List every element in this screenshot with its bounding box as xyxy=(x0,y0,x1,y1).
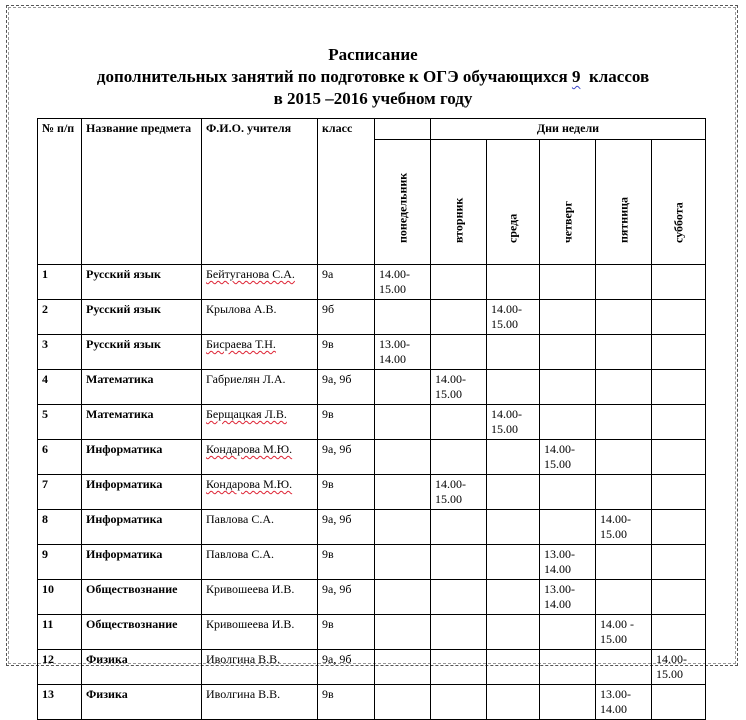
row-subject: Русский язык xyxy=(82,265,202,300)
day-cell xyxy=(596,580,652,615)
row-num: 4 xyxy=(38,370,82,405)
day-cell xyxy=(431,545,487,580)
row-subject: Обществознание xyxy=(82,615,202,650)
row-num: 9 xyxy=(38,545,82,580)
row-teacher xyxy=(202,335,318,370)
row-subject: Математика xyxy=(82,370,202,405)
day-cell xyxy=(487,545,540,580)
day-cell xyxy=(431,440,487,475)
day-cell xyxy=(431,650,487,685)
subtitle-grade: 9 xyxy=(571,67,581,86)
day-cell xyxy=(540,510,596,545)
day-cell xyxy=(431,265,487,300)
day-cell xyxy=(375,685,431,720)
time-start: 14.00- xyxy=(544,442,575,456)
day-cell xyxy=(652,475,706,510)
table-row xyxy=(38,265,706,300)
row-teacher: Иволгина В.В. xyxy=(202,685,318,720)
day-cell xyxy=(540,545,596,580)
day-cell xyxy=(596,440,652,475)
row-num: 8 xyxy=(38,510,82,545)
table-row xyxy=(38,475,706,510)
doc-subtitle xyxy=(0,66,746,87)
row-class: 9а, 9б xyxy=(318,370,375,405)
day-label: пятница xyxy=(616,196,630,243)
header-day-saturday xyxy=(652,140,706,265)
row-class: 9в xyxy=(318,685,375,720)
row-teacher: Павлова С.А. xyxy=(202,545,318,580)
table-row xyxy=(38,545,706,580)
subtitle-prefix: дополнительных занятий по подготовке к ОГЭ обучающихся xyxy=(96,67,568,86)
row-teacher: Габриелян Л.А. xyxy=(202,370,318,405)
row-subject: Информатика xyxy=(82,440,202,475)
day-cell xyxy=(540,440,596,475)
time-end: 15.00 xyxy=(600,632,627,646)
day-cell xyxy=(375,335,431,370)
table-row xyxy=(38,615,706,650)
row-class: 9б xyxy=(318,300,375,335)
row-num: 1 xyxy=(38,265,82,300)
day-cell xyxy=(431,335,487,370)
time-end: 15.00 xyxy=(544,457,571,471)
row-num: 5 xyxy=(38,405,82,440)
time-end: 15.00 xyxy=(379,282,406,296)
row-class: 9в xyxy=(318,405,375,440)
row-class: 9в xyxy=(318,475,375,510)
row-class: 9а xyxy=(318,265,375,300)
header-row-top xyxy=(38,119,706,140)
row-num: 11 xyxy=(38,615,82,650)
time-start: 14.00- xyxy=(435,372,466,386)
table-row xyxy=(38,685,706,720)
time-end: 15.00 xyxy=(491,422,518,436)
header-days-group: Дни недели xyxy=(431,119,706,140)
time-start: 13.00- xyxy=(600,687,631,701)
row-num: 2 xyxy=(38,300,82,335)
time-start: 13.00- xyxy=(544,547,575,561)
day-cell xyxy=(375,510,431,545)
table-row xyxy=(38,370,706,405)
header-day-friday xyxy=(596,140,652,265)
time-start: 13.00- xyxy=(544,582,575,596)
table-row xyxy=(38,510,706,545)
row-class: 9а, 9б xyxy=(318,510,375,545)
day-cell xyxy=(375,370,431,405)
row-subject: Русский язык xyxy=(82,300,202,335)
header-subject: Название предмета xyxy=(82,119,202,265)
day-cell xyxy=(431,580,487,615)
time-end: 14.00 xyxy=(379,352,406,366)
header-day-tuesday xyxy=(431,140,487,265)
time-end: 15.00 xyxy=(600,527,627,541)
table-row xyxy=(38,300,706,335)
row-class: 9а, 9б xyxy=(318,440,375,475)
day-cell xyxy=(375,440,431,475)
day-cell xyxy=(596,265,652,300)
day-cell xyxy=(596,405,652,440)
time-end: 15.00 xyxy=(491,317,518,331)
day-cell xyxy=(540,615,596,650)
row-num: 6 xyxy=(38,440,82,475)
row-class: 9в xyxy=(318,335,375,370)
day-cell xyxy=(487,405,540,440)
time-start: 14.00- xyxy=(600,512,631,526)
row-subject: Математика xyxy=(82,405,202,440)
day-cell xyxy=(540,335,596,370)
time-start: 14.00- xyxy=(656,652,687,666)
row-class: 9а, 9б xyxy=(318,580,375,615)
time-start: 13.00- xyxy=(379,337,410,351)
row-subject: Информатика xyxy=(82,545,202,580)
row-subject: Обществознание xyxy=(82,580,202,615)
day-cell xyxy=(540,685,596,720)
day-cell xyxy=(652,300,706,335)
header-teacher: Ф.И.О. учителя xyxy=(202,119,318,265)
day-cell xyxy=(596,335,652,370)
header-day-monday xyxy=(375,140,431,265)
day-cell xyxy=(487,580,540,615)
day-cell xyxy=(375,475,431,510)
day-cell xyxy=(487,650,540,685)
row-teacher xyxy=(202,265,318,300)
day-cell xyxy=(487,440,540,475)
day-cell xyxy=(487,615,540,650)
day-cell xyxy=(375,265,431,300)
day-cell xyxy=(487,300,540,335)
time-end: 15.00 xyxy=(656,667,683,681)
row-num: 12 xyxy=(38,650,82,685)
day-cell xyxy=(652,370,706,405)
day-cell xyxy=(652,650,706,685)
time-start: 14.00- xyxy=(491,407,522,421)
day-cell xyxy=(375,300,431,335)
day-cell xyxy=(540,650,596,685)
time-start: 14.00 - xyxy=(600,617,634,631)
row-num: 13 xyxy=(38,685,82,720)
day-cell xyxy=(375,545,431,580)
table-row xyxy=(38,580,706,615)
day-cell xyxy=(487,370,540,405)
row-subject: Информатика xyxy=(82,475,202,510)
row-num: 7 xyxy=(38,475,82,510)
teacher-name: Кондарова М.Ю. xyxy=(206,442,293,456)
row-teacher xyxy=(202,440,318,475)
day-cell xyxy=(596,545,652,580)
day-cell xyxy=(487,335,540,370)
day-cell xyxy=(375,580,431,615)
time-end: 15.00 xyxy=(435,492,462,506)
row-class: 9в xyxy=(318,615,375,650)
day-cell xyxy=(431,300,487,335)
day-cell xyxy=(596,370,652,405)
schedule-table xyxy=(37,118,706,720)
teacher-name: Бейтуганова С.А. xyxy=(206,267,295,281)
day-label: понедельник xyxy=(395,172,409,243)
row-class: 9в xyxy=(318,545,375,580)
day-cell xyxy=(431,475,487,510)
teacher-name: Кондарова М.Ю. xyxy=(206,477,293,491)
doc-title: Расписание xyxy=(328,45,418,64)
day-cell xyxy=(431,615,487,650)
day-cell xyxy=(375,650,431,685)
time-end: 14.00 xyxy=(600,702,627,716)
table-row xyxy=(38,405,706,440)
day-cell xyxy=(652,440,706,475)
day-cell xyxy=(487,265,540,300)
day-cell xyxy=(652,510,706,545)
day-cell xyxy=(596,615,652,650)
time-start: 14.00- xyxy=(379,267,410,281)
table-row xyxy=(38,440,706,475)
day-cell xyxy=(652,685,706,720)
row-teacher: Кривошеева И.В. xyxy=(202,615,318,650)
day-cell xyxy=(652,265,706,300)
day-label: среда xyxy=(505,213,520,243)
day-label: четверг xyxy=(560,201,574,243)
day-cell xyxy=(652,545,706,580)
time-end: 15.00 xyxy=(435,387,462,401)
day-cell xyxy=(431,685,487,720)
day-cell xyxy=(487,510,540,545)
day-cell xyxy=(652,615,706,650)
row-num: 3 xyxy=(38,335,82,370)
day-cell xyxy=(540,300,596,335)
row-subject: Русский язык xyxy=(82,335,202,370)
day-cell xyxy=(487,685,540,720)
day-label: суббота xyxy=(671,202,685,243)
time-start: 14.00- xyxy=(435,477,466,491)
day-cell xyxy=(431,405,487,440)
day-cell xyxy=(652,335,706,370)
subtitle-suffix: классов xyxy=(588,67,650,86)
teacher-name: Бисраева Т.Н. xyxy=(206,337,276,351)
day-cell xyxy=(596,650,652,685)
row-teacher: Павлова С.А. xyxy=(202,510,318,545)
row-num: 10 xyxy=(38,580,82,615)
doc-year: в 2015 –2016 учебном году xyxy=(273,89,473,108)
day-label: вторник xyxy=(451,197,465,243)
row-teacher xyxy=(202,405,318,440)
table-row xyxy=(38,335,706,370)
day-cell xyxy=(540,405,596,440)
day-cell xyxy=(596,685,652,720)
day-cell xyxy=(540,475,596,510)
time-start: 14.00- xyxy=(491,302,522,316)
row-subject: Физика xyxy=(82,650,202,685)
day-cell xyxy=(540,265,596,300)
teacher-name: Берщацкая Л.В. xyxy=(206,407,287,421)
row-teacher: Кривошеева И.В. xyxy=(202,580,318,615)
day-cell xyxy=(596,475,652,510)
day-cell xyxy=(596,510,652,545)
time-end: 14.00 xyxy=(544,597,571,611)
row-teacher xyxy=(202,475,318,510)
day-cell xyxy=(540,370,596,405)
day-cell xyxy=(431,510,487,545)
header-blank xyxy=(375,119,431,140)
day-cell xyxy=(540,580,596,615)
day-cell xyxy=(652,580,706,615)
header-num: № п/п xyxy=(38,119,82,265)
day-cell xyxy=(375,615,431,650)
day-cell xyxy=(596,300,652,335)
header-day-thursday xyxy=(540,140,596,265)
row-subject: Физика xyxy=(82,685,202,720)
day-cell xyxy=(487,475,540,510)
row-teacher: Иволгина В.В. xyxy=(202,650,318,685)
row-teacher: Крылова А.В. xyxy=(202,300,318,335)
time-end: 14.00 xyxy=(544,562,571,576)
row-subject: Информатика xyxy=(82,510,202,545)
header-class: класс xyxy=(318,119,375,265)
header-day-wednesday xyxy=(487,140,540,265)
table-row xyxy=(38,650,706,685)
day-cell xyxy=(431,370,487,405)
day-cell xyxy=(652,405,706,440)
row-class: 9а, 9б xyxy=(318,650,375,685)
day-cell xyxy=(375,405,431,440)
